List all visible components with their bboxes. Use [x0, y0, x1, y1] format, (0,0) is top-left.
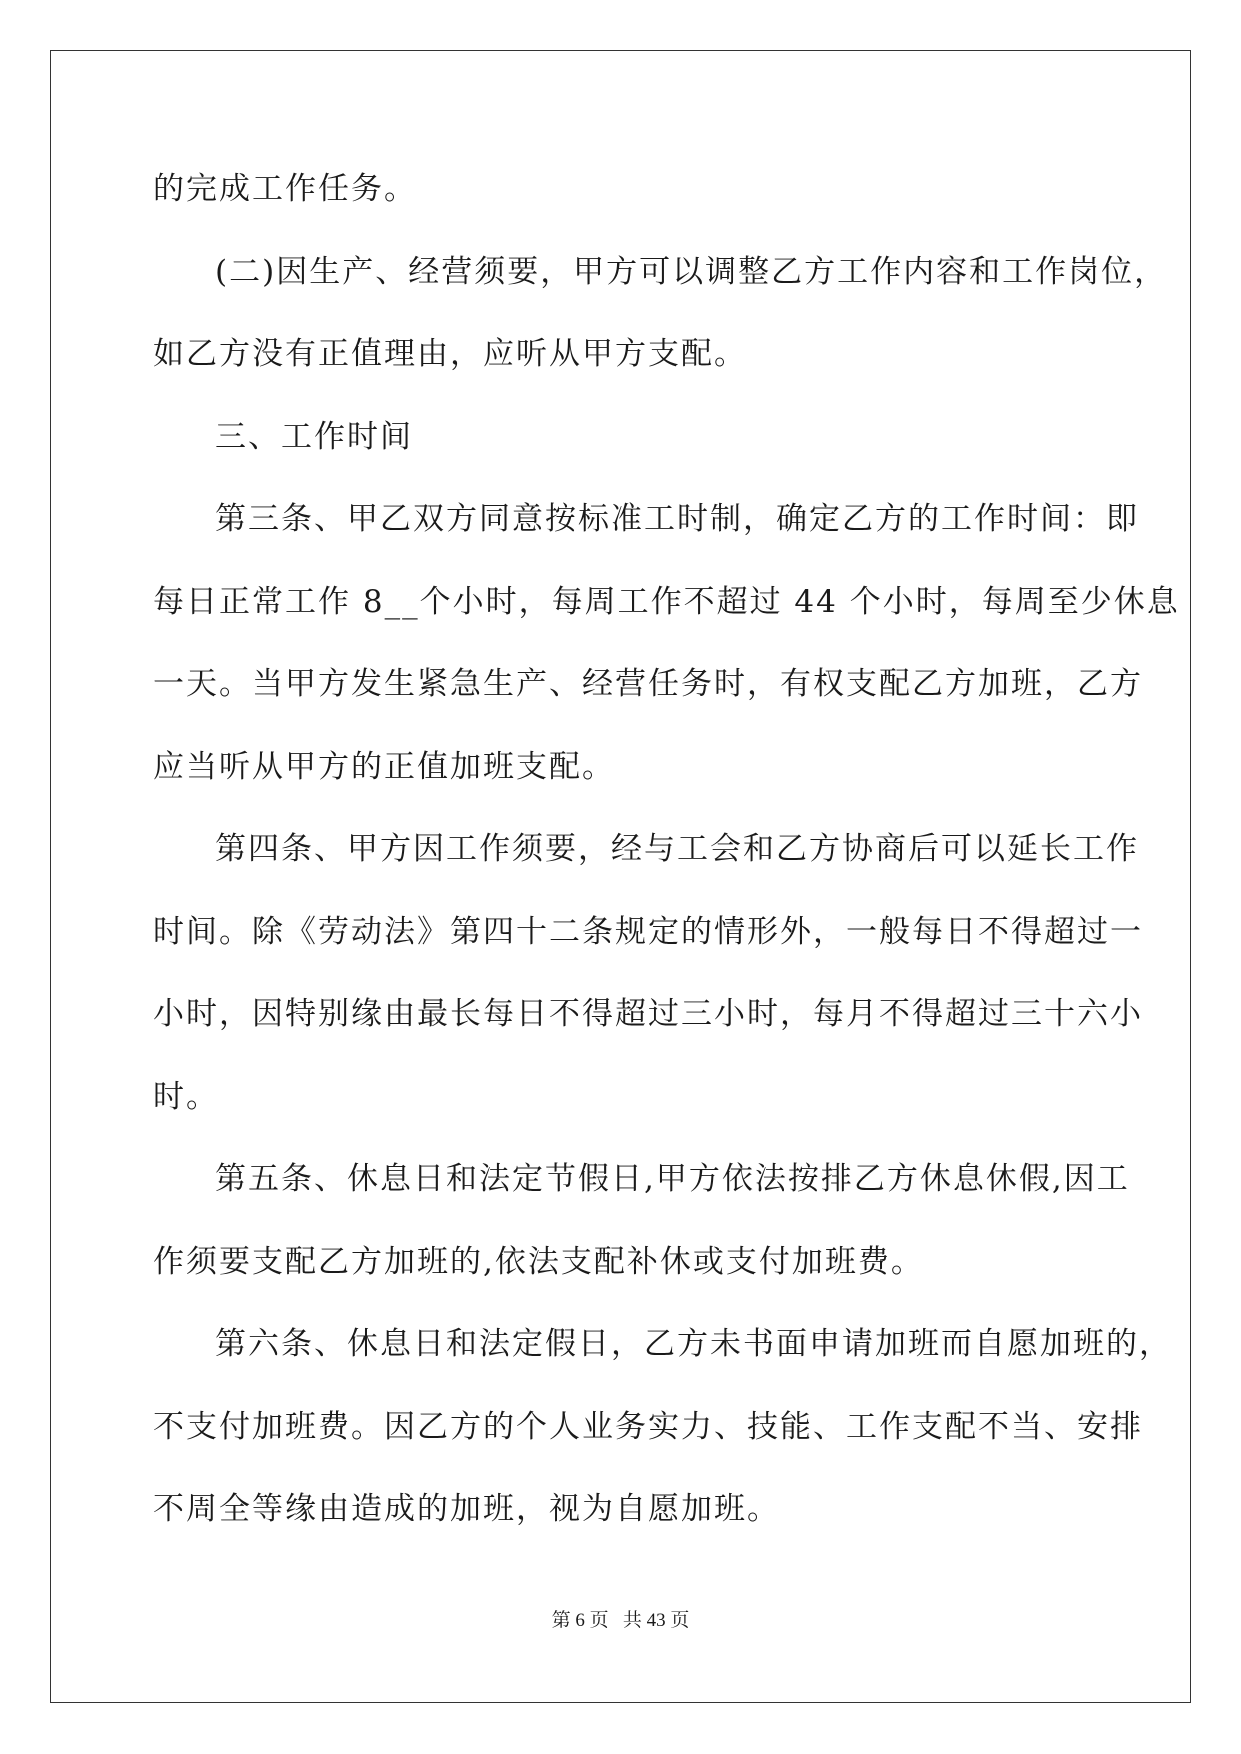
- text-line: 第六条、休息日和法定假日，乙方未书面申请加班而自愿加班的，: [215, 1326, 1172, 1362]
- text-line: 每日正常工作 8__个小时，每周工作不超过 44 个小时，每周至少休息: [153, 583, 1180, 620]
- text-line: 第五条、休息日和法定节假日,甲方依法按排乙方休息休假,因工: [215, 1161, 1130, 1197]
- text-line: 作须要支配乙方加班的,依法支配补休或支付加班费。: [153, 1243, 924, 1280]
- page-number: 第 6 页 共 43 页: [551, 1610, 690, 1631]
- text-line: 小时，因特别缘由最长每日不得超过三小时，每月不得超过三十六小: [153, 996, 1143, 1032]
- text-line: 第四条、甲方因工作须要，经与工会和乙方协商后可以延长工作: [215, 831, 1139, 867]
- section-heading: 三、工作时间: [215, 418, 413, 455]
- text-line: 第三条、甲乙双方同意按标准工时制，确定乙方的工作时间：即: [215, 501, 1139, 537]
- document-body: [153, 148, 1180, 1551]
- text-line: (二)因生产、经营须要，甲方可以调整乙方工作内容和工作岗位，: [215, 253, 1168, 290]
- text-line: 时。: [153, 1078, 219, 1115]
- text-line: 不周全等缘由造成的加班，视为自愿加班。: [153, 1491, 780, 1527]
- text-line: 如乙方没有正值理由，应听从甲方支配。: [153, 336, 747, 372]
- text-line: 时间。除《劳动法》第四十二条规定的情形外，一般每日不得超过一: [153, 913, 1143, 950]
- text-line: 一天。当甲方发生紧急生产、经营任务时，有权支配乙方加班，乙方: [153, 666, 1143, 702]
- text-line: 应当听从甲方的正值加班支配。: [153, 748, 615, 785]
- text-line: 不支付加班费。因乙方的个人业务实力、技能、工作支配不当、安排: [153, 1408, 1143, 1445]
- text-line: 的完成工作任务。: [153, 171, 417, 207]
